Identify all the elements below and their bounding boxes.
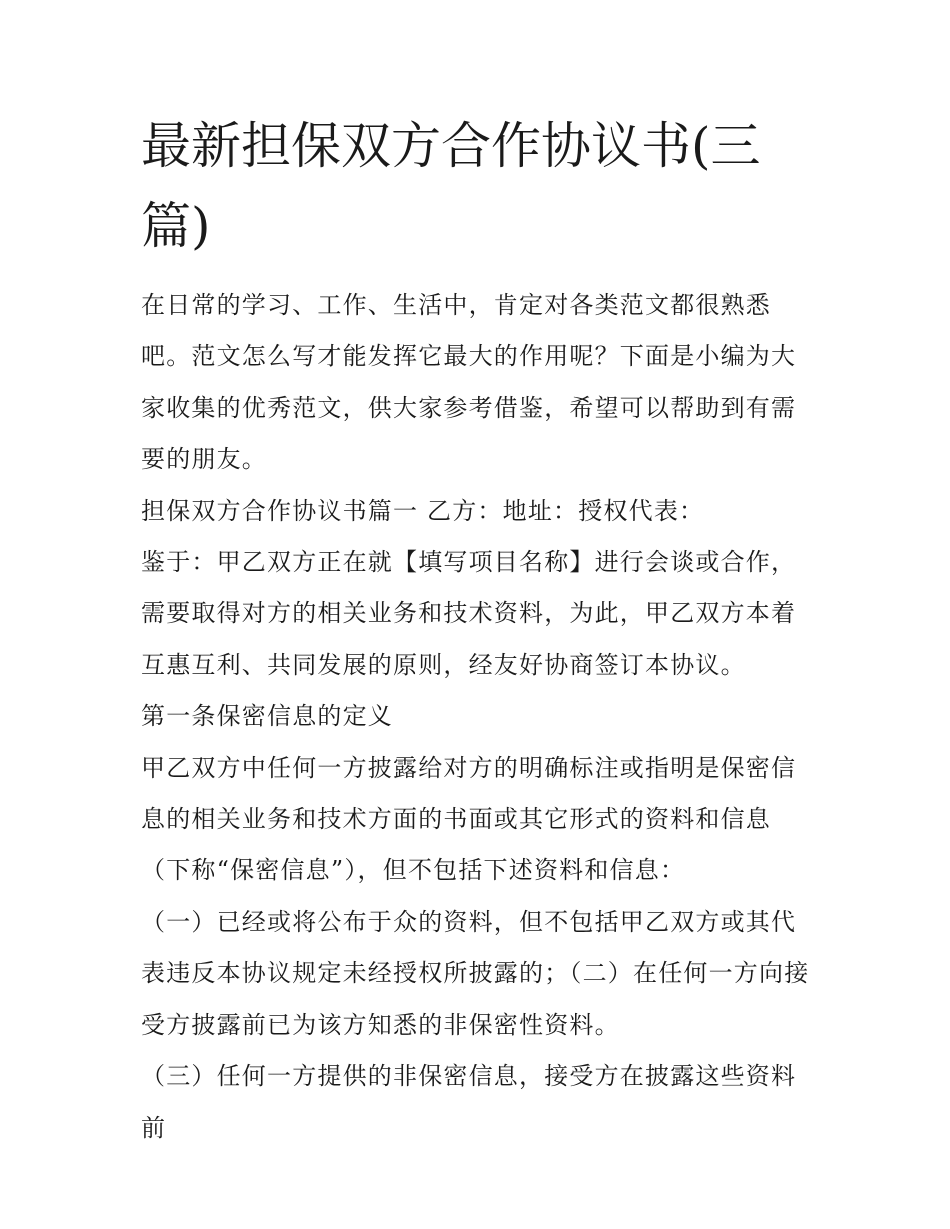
- document-body: [141, 280, 813, 1154]
- exclusion-paragraph-3: （三）任何一方提供的非保密信息，接受方在披露这些资料前: [141, 1062, 797, 1142]
- whereas-paragraph: 鉴于：甲乙双方正在就【填写项目名称】进行会谈或合作，需要取得对方的相关业务和技术资料，为此，甲乙双方本着互惠互利、共同发展的原则，经友好协商签订本协议。: [141, 548, 797, 679]
- definition-paragraph: 甲乙双方中任何一方披露给对方的明确标注或指明是保密信息的相关业务和技术方面的书面或其它形式的资料和信息（下称“保密信息”），但不包括下述资料和信息：: [141, 753, 797, 885]
- article-one-heading: 第一条保密信息的定义: [141, 702, 393, 731]
- section-heading-party: 担保双方合作协议书篇一 乙方：地址：授权代表：: [141, 496, 705, 525]
- exclusion-paragraph-1-2: （一）已经或将公布于众的资料，但不包括甲乙双方或其代表违反本协议规定未经授权所披露的；（二）在任何一方向接受方披露前已为该方知悉的非保密性资料。: [141, 907, 810, 1039]
- intro-paragraph: 在日常的学习、工作、生活中，肯定对各类范文都很熟悉吧。范文怎么写才能发挥它最大的作用呢？下面是小编为大家收集的优秀范文，供大家参考借鉴，希望可以帮助到有需要的朋友。: [141, 291, 797, 474]
- document-title: 最新担保双方合作协议书(三篇): [141, 117, 761, 255]
